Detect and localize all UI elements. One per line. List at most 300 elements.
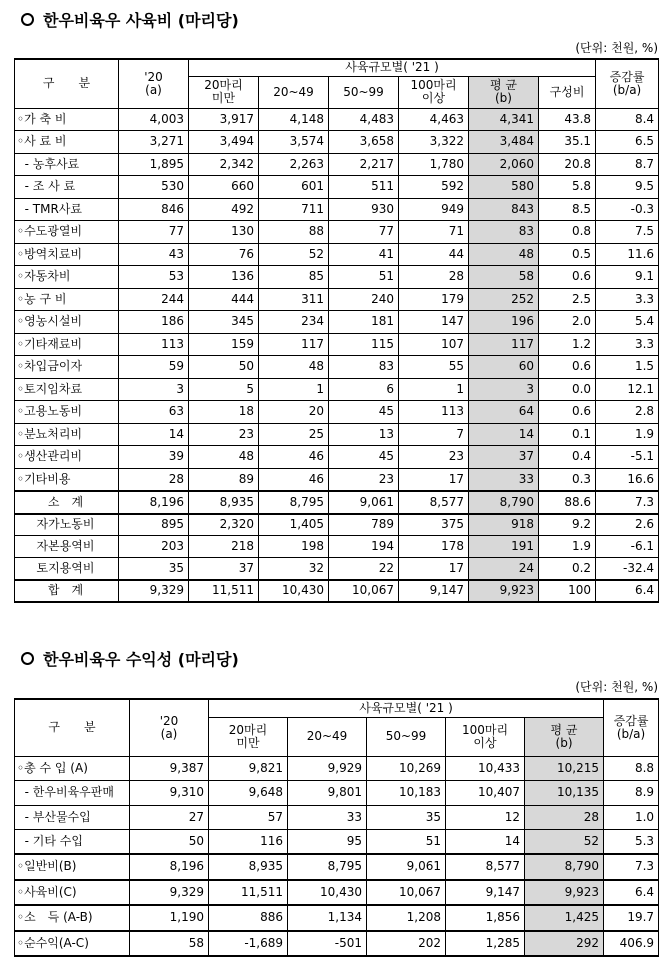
value-cell: 9.2 (539, 514, 596, 536)
value-cell: 3,917 (189, 108, 259, 131)
value-cell: 52 (259, 243, 329, 266)
value-cell: 10,407 (446, 781, 525, 806)
value-cell: 179 (399, 288, 469, 311)
table1-unit: (단위: 천원, %) (575, 41, 658, 55)
value-cell: 8,196 (119, 491, 189, 514)
table-row (15, 491, 659, 514)
value-cell: 5.4 (596, 311, 659, 334)
value-cell: 10,433 (446, 756, 525, 781)
value-cell: 76 (189, 243, 259, 266)
value-cell: 1,856 (446, 905, 525, 931)
value-cell: 28 (399, 266, 469, 289)
table1-title (21, 8, 239, 31)
value-cell: 10,215 (525, 756, 604, 781)
value-cell: 10,067 (329, 580, 399, 602)
value-cell: 601 (259, 176, 329, 199)
value-cell: 11.6 (596, 243, 659, 266)
value-cell: 48 (469, 243, 539, 266)
value-cell: 9.1 (596, 266, 659, 289)
row-label: ◦차입금이자 (15, 356, 119, 379)
table-row (15, 830, 659, 855)
table-row (15, 221, 659, 244)
value-cell: 8,577 (446, 854, 525, 880)
value-cell: 9,310 (130, 781, 209, 806)
row-label: ◦생산관리비 (15, 446, 119, 469)
header-change-rate: 증감률 (b/a) (596, 59, 659, 108)
value-cell: -5.1 (596, 446, 659, 469)
value-cell: 7.3 (596, 491, 659, 514)
value-cell: 25 (259, 423, 329, 446)
value-cell: 53 (119, 266, 189, 289)
circle-bullet-icon (21, 652, 34, 665)
value-cell: 88.6 (539, 491, 596, 514)
value-cell: 17 (399, 468, 469, 491)
value-cell: 33 (469, 468, 539, 491)
value-cell: 0.6 (539, 401, 596, 424)
value-cell: 6.4 (604, 880, 659, 906)
value-cell: 3.3 (596, 288, 659, 311)
table2-unit: (단위: 천원, %) (575, 680, 658, 694)
value-cell: 50 (130, 830, 209, 855)
table-row (15, 378, 659, 401)
value-cell: 2.8 (596, 401, 659, 424)
row-label: ◦분뇨처리비 (15, 423, 119, 446)
value-cell: 240 (329, 288, 399, 311)
row-label: 소 계 (15, 491, 119, 514)
value-cell: 23 (189, 423, 259, 446)
value-cell: 1 (399, 378, 469, 401)
row-label: - 기타 수입 (15, 830, 130, 855)
value-cell: 2.0 (539, 311, 596, 334)
value-cell: 252 (469, 288, 539, 311)
value-cell: 1,285 (446, 931, 525, 957)
value-cell: 3,658 (329, 131, 399, 154)
value-cell: 5.8 (539, 176, 596, 199)
value-cell: 789 (329, 514, 399, 536)
table-row (15, 558, 659, 580)
value-cell: 8,790 (469, 491, 539, 514)
table-row (15, 756, 659, 781)
value-cell: 58 (130, 931, 209, 957)
table-row (15, 288, 659, 311)
table2-title (21, 647, 239, 670)
value-cell: 0.2 (539, 558, 596, 580)
value-cell: 2.6 (596, 514, 659, 536)
value-cell: 51 (367, 830, 446, 855)
row-label: 토지용역비 (15, 558, 119, 580)
value-cell: 194 (329, 536, 399, 558)
value-cell: 52 (525, 830, 604, 855)
value-cell: 11,511 (189, 580, 259, 602)
value-cell: 244 (119, 288, 189, 311)
header-gubun: 구 분 (15, 699, 130, 756)
value-cell: 511 (329, 176, 399, 199)
value-cell: 83 (329, 356, 399, 379)
value-cell: 39 (119, 446, 189, 469)
value-cell: 43.8 (539, 108, 596, 131)
value-cell: 9,923 (469, 580, 539, 602)
value-cell: 8.9 (604, 781, 659, 806)
row-label: ◦영농시설비 (15, 311, 119, 334)
value-cell: 292 (525, 931, 604, 957)
row-label: ◦총 수 입 (A) (15, 756, 130, 781)
table-row (15, 931, 659, 957)
value-cell: 9,329 (130, 880, 209, 906)
value-cell: 89 (189, 468, 259, 491)
table-row (15, 333, 659, 356)
value-cell: 22 (329, 558, 399, 580)
table-row (15, 536, 659, 558)
value-cell: -6.1 (596, 536, 659, 558)
value-cell: 19.7 (604, 905, 659, 931)
value-cell: 45 (329, 446, 399, 469)
value-cell: 1.2 (539, 333, 596, 356)
value-cell: 0.0 (539, 378, 596, 401)
value-cell: 59 (119, 356, 189, 379)
value-cell: 50 (189, 356, 259, 379)
value-cell: 1 (259, 378, 329, 401)
value-cell: 178 (399, 536, 469, 558)
value-cell: 7.5 (596, 221, 659, 244)
value-cell: 9,061 (367, 854, 446, 880)
value-cell: 14 (446, 830, 525, 855)
value-cell: 10,067 (367, 880, 446, 906)
value-cell: -1,689 (209, 931, 288, 957)
value-cell: 406.9 (604, 931, 659, 957)
row-label: - 조 사 료 (15, 176, 119, 199)
header-50-99: 50~99 (329, 76, 399, 108)
value-cell: 9,801 (288, 781, 367, 806)
value-cell: 1.0 (604, 805, 659, 830)
table-row (15, 108, 659, 131)
value-cell: 33 (288, 805, 367, 830)
row-label: ◦사 료 비 (15, 131, 119, 154)
value-cell: 9,061 (329, 491, 399, 514)
value-cell: 37 (469, 446, 539, 469)
value-cell: 1,208 (367, 905, 446, 931)
header-scale-group: 사육규모별( '21 ) (189, 59, 596, 76)
value-cell: 63 (119, 401, 189, 424)
value-cell: 0.6 (539, 356, 596, 379)
value-cell: 27 (130, 805, 209, 830)
value-cell: 10,135 (525, 781, 604, 806)
value-cell: 9,929 (288, 756, 367, 781)
value-cell: -501 (288, 931, 367, 957)
row-label: ◦기타비용 (15, 468, 119, 491)
value-cell: 136 (189, 266, 259, 289)
table-row (15, 198, 659, 221)
value-cell: 1,190 (130, 905, 209, 931)
value-cell: 2,217 (329, 153, 399, 176)
value-cell: 0.3 (539, 468, 596, 491)
value-cell: 0.4 (539, 446, 596, 469)
row-label: 합 계 (15, 580, 119, 602)
header-20-49: 20~49 (259, 76, 329, 108)
value-cell: 8,795 (259, 491, 329, 514)
value-cell: 9,387 (130, 756, 209, 781)
value-cell: 8.7 (596, 153, 659, 176)
table-row (15, 311, 659, 334)
value-cell: 116 (209, 830, 288, 855)
value-cell: 6.5 (596, 131, 659, 154)
value-cell: 77 (329, 221, 399, 244)
value-cell: 8,935 (189, 491, 259, 514)
value-cell: 11,511 (209, 880, 288, 906)
value-cell: 28 (119, 468, 189, 491)
value-cell: 130 (189, 221, 259, 244)
value-cell: 9,648 (209, 781, 288, 806)
table-row (15, 514, 659, 536)
value-cell: 23 (399, 446, 469, 469)
value-cell: 12 (446, 805, 525, 830)
header-50-99: 50~99 (367, 717, 446, 756)
value-cell: 2.5 (539, 288, 596, 311)
profitability-table (14, 698, 659, 957)
value-cell: 9,923 (525, 880, 604, 906)
value-cell: 234 (259, 311, 329, 334)
value-cell: 10,269 (367, 756, 446, 781)
value-cell: 0.1 (539, 423, 596, 446)
value-cell: 1.5 (596, 356, 659, 379)
value-cell: 8,935 (209, 854, 288, 880)
value-cell: 444 (189, 288, 259, 311)
value-cell: 311 (259, 288, 329, 311)
value-cell: 4,463 (399, 108, 469, 131)
value-cell: 3,484 (469, 131, 539, 154)
value-cell: 113 (399, 401, 469, 424)
value-cell: 57 (209, 805, 288, 830)
value-cell: 0.5 (539, 243, 596, 266)
value-cell: 1,895 (119, 153, 189, 176)
value-cell: 492 (189, 198, 259, 221)
value-cell: 113 (119, 333, 189, 356)
value-cell: 48 (259, 356, 329, 379)
value-cell: 592 (399, 176, 469, 199)
value-cell: 1.9 (596, 423, 659, 446)
value-cell: 3,574 (259, 131, 329, 154)
value-cell: 12.1 (596, 378, 659, 401)
value-cell: 4,003 (119, 108, 189, 131)
header-100-plus: 100마리 이상 (446, 717, 525, 756)
value-cell: 85 (259, 266, 329, 289)
value-cell: 37 (189, 558, 259, 580)
table1-title-text: 한우비육우 사육비 (마리당) (43, 11, 239, 30)
value-cell: 35 (367, 805, 446, 830)
row-label: ◦자동차비 (15, 266, 119, 289)
table-row (15, 905, 659, 931)
value-cell: 660 (189, 176, 259, 199)
value-cell: 24 (469, 558, 539, 580)
table-row (15, 854, 659, 880)
value-cell: 58 (469, 266, 539, 289)
table-row (15, 580, 659, 602)
value-cell: 28 (525, 805, 604, 830)
header-share: 구성비 (539, 76, 596, 108)
value-cell: 115 (329, 333, 399, 356)
value-cell: 2,342 (189, 153, 259, 176)
value-cell: 930 (329, 198, 399, 221)
value-cell: 886 (209, 905, 288, 931)
header-average: 평 균 (b) (525, 717, 604, 756)
value-cell: 55 (399, 356, 469, 379)
header-change-rate: 증감률 (b/a) (604, 699, 659, 756)
value-cell: 71 (399, 221, 469, 244)
value-cell: 4,341 (469, 108, 539, 131)
value-cell: 9,329 (119, 580, 189, 602)
table-row (15, 781, 659, 806)
value-cell: 8.5 (539, 198, 596, 221)
header-2020: '20 (a) (119, 59, 189, 108)
value-cell: 3,322 (399, 131, 469, 154)
value-cell: 198 (259, 536, 329, 558)
value-cell: 107 (399, 333, 469, 356)
value-cell: 1,780 (399, 153, 469, 176)
value-cell: 6 (329, 378, 399, 401)
value-cell: 8,196 (130, 854, 209, 880)
value-cell: 9.5 (596, 176, 659, 199)
value-cell: 14 (119, 423, 189, 446)
row-label: ◦소 득 (A-B) (15, 905, 130, 931)
value-cell: 44 (399, 243, 469, 266)
value-cell: 4,148 (259, 108, 329, 131)
header-under-20: 20마리 미만 (189, 76, 259, 108)
value-cell: 16.6 (596, 468, 659, 491)
value-cell: 846 (119, 198, 189, 221)
table-row (15, 243, 659, 266)
value-cell: 530 (119, 176, 189, 199)
value-cell: 100 (539, 580, 596, 602)
table-row (15, 446, 659, 469)
table-row (15, 131, 659, 154)
row-label: ◦고용노동비 (15, 401, 119, 424)
row-label: ◦기타재료비 (15, 333, 119, 356)
table2-title-text: 한우비육우 수익성 (마리당) (43, 650, 239, 669)
value-cell: 18 (189, 401, 259, 424)
value-cell: 88 (259, 221, 329, 244)
value-cell: 181 (329, 311, 399, 334)
table-row (15, 356, 659, 379)
value-cell: 9,147 (399, 580, 469, 602)
value-cell: 10,430 (288, 880, 367, 906)
value-cell: 35.1 (539, 131, 596, 154)
table-row (15, 266, 659, 289)
value-cell: 895 (119, 514, 189, 536)
value-cell: 35 (119, 558, 189, 580)
row-label: ◦토지임차료 (15, 378, 119, 401)
value-cell: 2,263 (259, 153, 329, 176)
value-cell: 580 (469, 176, 539, 199)
value-cell: 375 (399, 514, 469, 536)
row-label: - 부산물수입 (15, 805, 130, 830)
table-row (15, 176, 659, 199)
value-cell: 14 (469, 423, 539, 446)
header-under-20: 20마리 미만 (209, 717, 288, 756)
value-cell: 41 (329, 243, 399, 266)
value-cell: 1,425 (525, 905, 604, 931)
value-cell: 196 (469, 311, 539, 334)
row-label: 자가노동비 (15, 514, 119, 536)
value-cell: 186 (119, 311, 189, 334)
header-average: 평 균 (b) (469, 76, 539, 108)
value-cell: 8,577 (399, 491, 469, 514)
value-cell: 2,320 (189, 514, 259, 536)
value-cell: 949 (399, 198, 469, 221)
value-cell: 159 (189, 333, 259, 356)
value-cell: 23 (329, 468, 399, 491)
value-cell: 3.3 (596, 333, 659, 356)
header-2020: '20 (a) (130, 699, 209, 756)
value-cell: 0.8 (539, 221, 596, 244)
value-cell: 3,271 (119, 131, 189, 154)
value-cell: 8.8 (604, 756, 659, 781)
value-cell: 1,405 (259, 514, 329, 536)
value-cell: 46 (259, 468, 329, 491)
value-cell: 13 (329, 423, 399, 446)
row-label: - 농후사료 (15, 153, 119, 176)
header-gubun: 구 분 (15, 59, 119, 108)
value-cell: 7 (399, 423, 469, 446)
row-label: ◦농 구 비 (15, 288, 119, 311)
value-cell: -0.3 (596, 198, 659, 221)
value-cell: 843 (469, 198, 539, 221)
row-label: ◦사육비(C) (15, 880, 130, 906)
value-cell: 711 (259, 198, 329, 221)
value-cell: 48 (189, 446, 259, 469)
value-cell: 5 (189, 378, 259, 401)
header-20-49: 20~49 (288, 717, 367, 756)
value-cell: 918 (469, 514, 539, 536)
table-row (15, 880, 659, 906)
table-row (15, 401, 659, 424)
value-cell: 32 (259, 558, 329, 580)
value-cell: 10,430 (259, 580, 329, 602)
value-cell: 46 (259, 446, 329, 469)
table-row (15, 468, 659, 491)
value-cell: 1.9 (539, 536, 596, 558)
row-label: 자본용역비 (15, 536, 119, 558)
circle-bullet-icon (21, 13, 34, 26)
value-cell: 9,821 (209, 756, 288, 781)
value-cell: 4,483 (329, 108, 399, 131)
row-label: ◦가 축 비 (15, 108, 119, 131)
value-cell: 202 (367, 931, 446, 957)
value-cell: 20 (259, 401, 329, 424)
value-cell: 77 (119, 221, 189, 244)
value-cell: 51 (329, 266, 399, 289)
value-cell: 20.8 (539, 153, 596, 176)
value-cell: 147 (399, 311, 469, 334)
value-cell: 83 (469, 221, 539, 244)
row-label: - 한우비육우판매 (15, 781, 130, 806)
value-cell: 6.4 (596, 580, 659, 602)
value-cell: 117 (469, 333, 539, 356)
value-cell: -32.4 (596, 558, 659, 580)
value-cell: 5.3 (604, 830, 659, 855)
value-cell: 8,790 (525, 854, 604, 880)
header-scale-group: 사육규모별( '21 ) (209, 699, 604, 717)
value-cell: 7.3 (604, 854, 659, 880)
row-label: ◦방역치료비 (15, 243, 119, 266)
table-row (15, 153, 659, 176)
value-cell: 218 (189, 536, 259, 558)
table-row (15, 423, 659, 446)
value-cell: 45 (329, 401, 399, 424)
value-cell: 8.4 (596, 108, 659, 131)
row-label: - TMR사료 (15, 198, 119, 221)
value-cell: 1,134 (288, 905, 367, 931)
row-label: ◦수도광열비 (15, 221, 119, 244)
value-cell: 3,494 (189, 131, 259, 154)
